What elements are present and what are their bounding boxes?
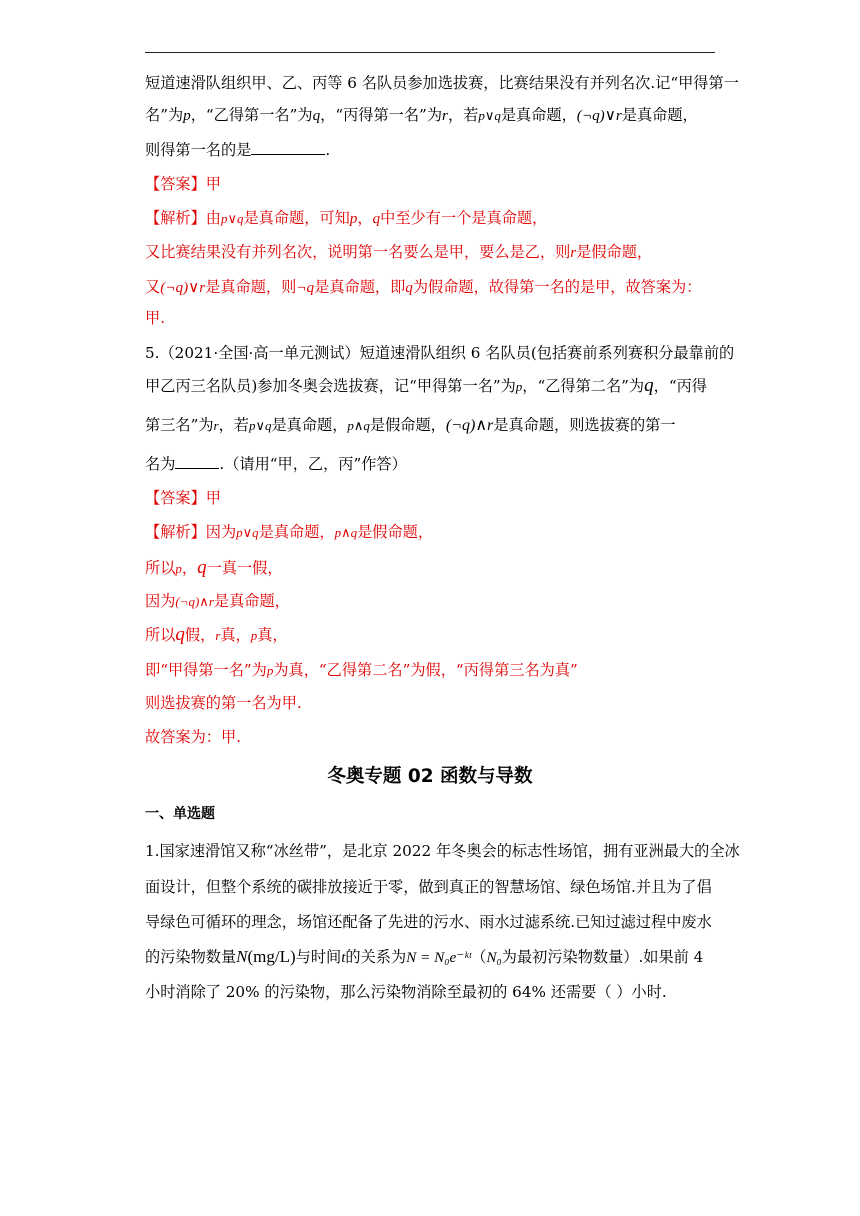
problem4-answer: [145, 173, 221, 195]
math-q: q: [197, 557, 207, 578]
analysis-text: 即“甲得第一名”为: [145, 661, 267, 679]
math-p: p: [266, 663, 274, 678]
analysis-text: 真，: [220, 626, 251, 644]
problem4-text: .: [325, 141, 331, 159]
analysis-text: 真，: [257, 626, 288, 644]
problem5-analysis-line5: [145, 659, 578, 682]
math-notq-or-r: (¬q)∨r: [160, 279, 206, 296]
analysis-text: 为假命题，故得第一名的是甲，故答案为：: [412, 278, 702, 296]
analysis-text: 所以: [145, 559, 176, 577]
problem1-text: 的污染物数量: [145, 948, 237, 966]
problem5-analysis-line6: [145, 692, 302, 714]
analysis-text: 甲.: [145, 309, 166, 327]
analysis-text: 因为: [145, 592, 176, 610]
problem1-line4: [145, 946, 703, 969]
problem4-line3: [145, 139, 330, 161]
analysis-text: 是真命题，: [258, 523, 335, 541]
math-p-and-q: p∧q: [334, 525, 358, 540]
header-rule: [145, 52, 715, 53]
problem5-line4: [145, 453, 407, 475]
problem4-text: 是真命题，: [500, 106, 577, 124]
math-p: p: [515, 379, 523, 394]
problem5-text: ，“乙得第二名”为: [522, 377, 645, 395]
problem1-line3: [145, 911, 712, 933]
analysis-label: 【解析】: [145, 523, 206, 541]
problem1-line5: [145, 981, 667, 1003]
problem1-text: （: [471, 948, 487, 966]
math-q: q: [405, 279, 413, 296]
math-p-or-q: p∨q: [248, 418, 272, 433]
math-p: p: [183, 107, 191, 124]
analysis-text: 则选拔赛的第一名为甲.: [145, 694, 302, 712]
problem5-text: 是假命题，: [369, 416, 446, 434]
problem5-analysis-line4: [145, 624, 288, 647]
problem5-text: 名为: [145, 455, 176, 473]
math-t: t: [341, 949, 346, 966]
analysis-text: 为真，“乙得第二名”为假，“丙得第三名为真”: [273, 661, 578, 679]
math-decay-formula: N = N₀e⁻ᵏᵗ: [406, 949, 472, 966]
math-N: N: [236, 947, 248, 966]
answer-blank: [251, 140, 325, 155]
math-q: q: [644, 375, 654, 396]
math-unit: (mg/L): [247, 947, 296, 966]
problem4-text: 则得第一名的是: [145, 141, 252, 159]
math-notq-and-r: (¬q)∧r: [445, 417, 494, 434]
problem5-text: .（请用“甲，乙，丙”作答）: [219, 455, 407, 473]
page-title: 冬奥专题 02 函数与导数: [327, 766, 533, 787]
analysis-text: 假，: [184, 626, 216, 644]
analysis-text: 故答案为：甲.: [145, 728, 241, 746]
problem4-text: 是真命题，: [621, 106, 698, 124]
math-r: r: [213, 418, 219, 433]
math-q: q: [372, 210, 381, 227]
answer-label: 【答案】: [145, 489, 206, 507]
problem5-analysis-line2: [145, 557, 283, 580]
problem4-analysis-line4: [145, 307, 165, 329]
analysis-text: 是假命题，: [357, 523, 434, 541]
analysis-text: 又比赛结果没有并列名次，说明第一名要么是甲，要么是乙，则: [145, 243, 571, 261]
analysis-label: 【解析】: [145, 209, 206, 227]
problem4-text: 名”为: [145, 106, 184, 124]
problem1-text: 与时间: [295, 948, 342, 966]
problem5-text: 5.（2021·全国·高一单元测试）短道速滑队组织 6 名队员(包括赛前系列赛积分最靠前的: [145, 344, 735, 362]
problem4-analysis-line3: [145, 276, 701, 299]
problem4-text: 短道速滑队组织甲、乙、丙等 6 名队员参加选拔赛，比赛结果没有并列名次.记“甲得第一: [145, 74, 739, 92]
analysis-text: 是真命题，即: [314, 278, 406, 296]
problem4-text: ，若: [447, 106, 479, 124]
problem5-text: 是真命题，: [271, 416, 348, 434]
problem5-text: 甲乙丙三名队员)参加冬奥会选拔赛，记“甲得第一名”为: [145, 377, 516, 395]
math-p-or-q: p∨q: [220, 211, 244, 226]
problem4-line2: [145, 104, 698, 127]
math-p: p: [175, 561, 182, 576]
problem5-answer: [145, 487, 221, 509]
answer-value: 甲: [205, 175, 221, 193]
problem5-text: ，“丙得: [653, 377, 707, 395]
analysis-text: 是真命题，: [213, 592, 290, 610]
problem5-analysis-line1: [145, 521, 433, 544]
answer-label: 【答案】: [145, 175, 206, 193]
problem4-line1: [145, 72, 739, 94]
math-p-or-q: p∨q: [478, 108, 501, 123]
problem4-text: ，“丙得第一名”为: [320, 106, 443, 124]
problem1-text: 导绿色可循环的理念，场馆还配备了先进的污水、雨水过滤系统.已知过滤过程中废水: [145, 913, 712, 931]
problem5-line2: [145, 375, 707, 398]
answer-value: 甲: [205, 489, 221, 507]
problem4-analysis-line2: [145, 241, 652, 264]
problem5-analysis-line7: [145, 726, 241, 748]
math-r: r: [442, 107, 448, 124]
problem5-analysis-line3: [145, 590, 290, 613]
problem1-text: 1.国家速滑馆又称“冰丝带”，是北京 2022 年冬奥会的标志性场馆，拥有亚洲最大的全冰: [145, 842, 740, 860]
math-notq: ¬q: [296, 279, 315, 296]
math-N0: N₀: [486, 949, 502, 966]
problem4-analysis-line1: [145, 207, 547, 230]
math-q: q: [312, 107, 321, 124]
math-p-and-q: p∧q: [347, 418, 370, 433]
problem4-text: ，“乙得第一名”为: [190, 106, 313, 124]
problem1-text: 面设计，但整个系统的碳排放接近于零，做到真正的智慧场馆、绿色场馆.并且为了倡: [145, 878, 712, 896]
analysis-text: 所以: [145, 626, 176, 644]
math-notq-or-r: (¬q)∨r: [576, 107, 622, 124]
analysis-text: 由: [205, 209, 221, 227]
analysis-text: 一真一假，: [206, 559, 283, 577]
section-heading: 一、单选题: [145, 806, 215, 822]
problem1-line2: [145, 876, 712, 898]
analysis-text: ，: [181, 559, 198, 577]
math-r: r: [570, 244, 577, 261]
analysis-text: 又: [145, 278, 161, 296]
problem5-text: 是真命题，则选拔赛的第一: [493, 416, 676, 434]
analysis-text: 是真命题，可知: [243, 209, 350, 227]
problem1-text: 的关系为: [345, 948, 407, 966]
problem5-line1: [145, 342, 734, 364]
analysis-text: 中至少有一个是真命题，: [380, 209, 548, 227]
math-p-or-q: p∨q: [236, 525, 259, 540]
analysis-text: 因为: [205, 523, 237, 541]
math-p: p: [349, 210, 358, 227]
math-r: r: [215, 628, 221, 643]
analysis-text: 是假命题，: [576, 243, 653, 261]
analysis-text: ，: [357, 209, 373, 227]
answer-blank: [175, 454, 219, 469]
analysis-text: 是真命题，则: [205, 278, 297, 296]
math-p: p: [250, 628, 258, 643]
problem5-line3: [145, 414, 676, 437]
problem1-text: 小时消除了 20% 的污染物，那么污染物消除至最初的 64% 还需要（ ）小时.: [145, 983, 667, 1001]
problem5-text: ，若: [218, 416, 249, 434]
problem5-text: 第三名”为: [145, 416, 214, 434]
math-q: q: [175, 624, 185, 645]
problem1-text: 为最初污染物数量）.如果前 4: [501, 948, 704, 966]
math-notq-and-r: (¬q)∧r: [175, 594, 214, 609]
problem1-line1: [145, 840, 740, 862]
